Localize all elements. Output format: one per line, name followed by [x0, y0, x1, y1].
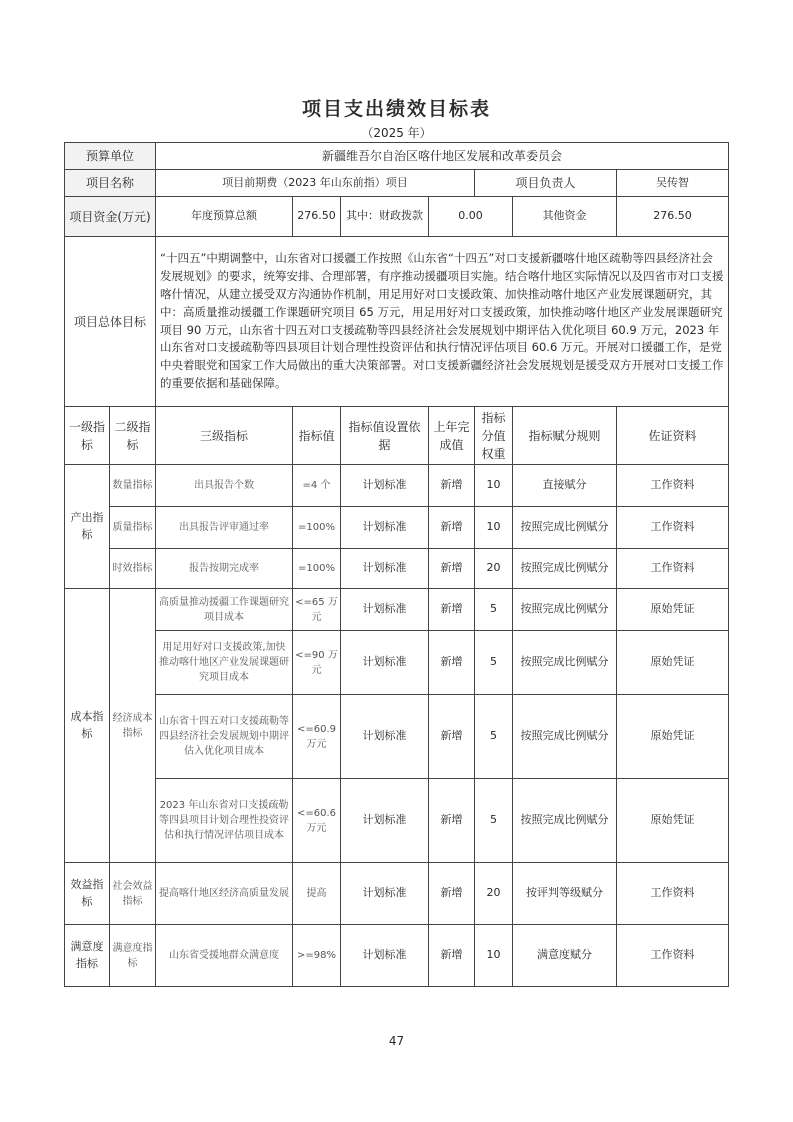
- row-last: 新增: [429, 589, 475, 631]
- annual-budget-value: 276.50: [293, 197, 341, 237]
- col-rule: 指标赋分规则: [513, 407, 617, 465]
- row-evidence: 原始凭证: [617, 695, 729, 779]
- row-l3: 高质量推动援疆工作课题研究项目成本: [156, 589, 293, 631]
- row-rule: 按照完成比例赋分: [513, 589, 617, 631]
- finance-funds-label: 其中：财政拨款: [341, 197, 429, 237]
- row-evidence: 工作资料: [617, 465, 729, 507]
- row-last: 新增: [429, 465, 475, 507]
- project-name-value: 项目前期费（2023 年山东前指）项目: [156, 170, 475, 197]
- row-rule: 按照完成比例赋分: [513, 695, 617, 779]
- row-basis: 计划标准: [341, 507, 429, 549]
- row-value: <=90 万元: [293, 631, 341, 695]
- row-rule: 按照完成比例赋分: [513, 779, 617, 863]
- row-l3: 山东省十四五对口支援疏勒等四县经济社会发展规划中期评估入优化项目成本: [156, 695, 293, 779]
- row-value: <=60.9 万元: [293, 695, 341, 779]
- row-l2: 社会效益指标: [110, 863, 156, 925]
- other-funds-value: 276.50: [617, 197, 729, 237]
- row-l2: 质量指标: [110, 507, 156, 549]
- row-value: <=60.6 万元: [293, 779, 341, 863]
- group-cost: 成本指标: [65, 589, 110, 863]
- row-value: =100%: [293, 507, 341, 549]
- project-name-label: 项目名称: [65, 170, 156, 197]
- table-row: [65, 779, 729, 863]
- row-value: =100%: [293, 549, 341, 589]
- table-row: [65, 507, 729, 549]
- table-row: [65, 549, 729, 589]
- row-basis: 计划标准: [341, 465, 429, 507]
- row-l3: 出具报告个数: [156, 465, 293, 507]
- col-level2: 二级指标: [110, 407, 156, 465]
- table-row: [65, 925, 729, 987]
- row-rule: 按评判等级赋分: [513, 863, 617, 925]
- row-weight: 10: [475, 507, 513, 549]
- row-l3: 用足用好对口支援政策,加快推动喀什地区产业发展课题研究项目成本: [156, 631, 293, 695]
- row-rule: 直接赋分: [513, 465, 617, 507]
- project-owner-label: 项目负责人: [475, 170, 617, 197]
- row-rule: 按照完成比例赋分: [513, 631, 617, 695]
- row-last: 新增: [429, 779, 475, 863]
- overall-goal-label: 项目总体目标: [65, 237, 156, 407]
- row-last: 新增: [429, 507, 475, 549]
- group-benefit: 效益指标: [65, 863, 110, 925]
- year-label: （2025 年）: [361, 126, 432, 140]
- row-l2: 数量指标: [110, 465, 156, 507]
- row-weight: 5: [475, 589, 513, 631]
- row-l3: 报告按期完成率: [156, 549, 293, 589]
- row-weight: 20: [475, 549, 513, 589]
- table-row: [65, 695, 729, 779]
- row-value: 提高: [293, 863, 341, 925]
- row-l3: 山东省受援地群众满意度: [156, 925, 293, 987]
- row-basis: 计划标准: [341, 631, 429, 695]
- row-evidence: 工作资料: [617, 549, 729, 589]
- row-l2: 时效指标: [110, 549, 156, 589]
- table-row: [65, 863, 729, 925]
- col-level3: 三级指标: [156, 407, 293, 465]
- row-value: <=65 万元: [293, 589, 341, 631]
- group-output: 产出指标: [65, 465, 110, 589]
- row-weight: 5: [475, 631, 513, 695]
- row-last: 新增: [429, 549, 475, 589]
- finance-funds-value: 0.00: [429, 197, 513, 237]
- row-rule: 满意度赋分: [513, 925, 617, 987]
- row-last: 新增: [429, 695, 475, 779]
- row-evidence: 原始凭证: [617, 779, 729, 863]
- row-last: 新增: [429, 863, 475, 925]
- annual-budget-label: 年度预算总额: [156, 197, 293, 237]
- row-evidence: 工作资料: [617, 925, 729, 987]
- row-basis: 计划标准: [341, 925, 429, 987]
- row-l2: 满意度指标: [110, 925, 156, 987]
- table-row: [65, 631, 729, 695]
- row-value: =4 个: [293, 465, 341, 507]
- table-row: [65, 589, 729, 631]
- row-evidence: 工作资料: [617, 507, 729, 549]
- col-basis: 指标值设置依据: [341, 407, 429, 465]
- table-row: [65, 465, 729, 507]
- row-l3: 出具报告评审通过率: [156, 507, 293, 549]
- row-basis: 计划标准: [341, 779, 429, 863]
- project-owner-value: 吴传智: [617, 170, 729, 197]
- row-rule: 按照完成比例赋分: [513, 549, 617, 589]
- row-basis: 计划标准: [341, 549, 429, 589]
- col-level1: 一级指标: [65, 407, 110, 465]
- row-rule: 按照完成比例赋分: [513, 507, 617, 549]
- row-last: 新增: [429, 631, 475, 695]
- other-funds-label: 其他资金: [513, 197, 617, 237]
- row-weight: 20: [475, 863, 513, 925]
- row-weight: 10: [475, 925, 513, 987]
- budget-unit-label: 预算单位: [65, 143, 156, 170]
- row-value: >=98%: [293, 925, 341, 987]
- row-weight: 5: [475, 779, 513, 863]
- budget-unit-value: 新疆维吾尔自治区喀什地区发展和改革委员会: [156, 143, 729, 170]
- row-l3: 2023 年山东省对口支援疏勒等四县项目计划合理性投资评估和执行情况评估项目成本: [156, 779, 293, 863]
- performance-table: [64, 142, 729, 987]
- row-evidence: 原始凭证: [617, 589, 729, 631]
- row-basis: 计划标准: [341, 589, 429, 631]
- col-value: 指标值: [293, 407, 341, 465]
- project-funds-label: 项目资金(万元): [65, 197, 156, 237]
- col-evidence: 佐证资料: [617, 407, 729, 465]
- row-weight: 10: [475, 465, 513, 507]
- page-number: 47: [388, 1034, 405, 1048]
- col-weight: 指标分值权重: [475, 407, 513, 465]
- overall-goal-text: “十四五”中期调整中，山东省对口援疆工作按照《山东省“十四五”对口支援新疆喀什地区疏勒等四县经济社会发展规划》的要求，统筹安排、合理部署，有序推动援疆项目实施。结合喀什地区实际情况以及四省市对口支援喀什情况，从建立援受双方沟通协作机制，用足用好对口支援政策、加快推动喀什地区产业发展课题研究，其中：高质量推动援疆工作课题研究项目 65 万元，用足用好对口支援政策，加快推动喀什地区产业发展课题研究项目 90 万元，山东省十四五对口支援疏勒等四县经济社会发展规划中期评估入优化项目 60.9 万元，2023 年山东省对口支援疏勒等四县项目计划合理性投资评估和执行情况评估项目 60.6 万元。开展对口援疆工作，是党中央着眼党和国家工作大局做出的重大决策部署。对口支援新疆经济社会发展规划是援受双方开展对口支援工作的重要依据和基础保障。: [156, 237, 729, 407]
- row-last: 新增: [429, 925, 475, 987]
- row-l2: 经济成本指标: [110, 589, 156, 863]
- col-last-year: 上年完成值: [429, 407, 475, 465]
- group-satisfaction: 满意度指标: [65, 925, 110, 987]
- row-evidence: 工作资料: [617, 863, 729, 925]
- row-basis: 计划标准: [341, 863, 429, 925]
- row-weight: 5: [475, 695, 513, 779]
- row-evidence: 原始凭证: [617, 631, 729, 695]
- page-title: 项目支出绩效目标表: [301, 98, 491, 120]
- row-basis: 计划标准: [341, 695, 429, 779]
- row-l3: 提高喀什地区经济高质量发展: [156, 863, 293, 925]
